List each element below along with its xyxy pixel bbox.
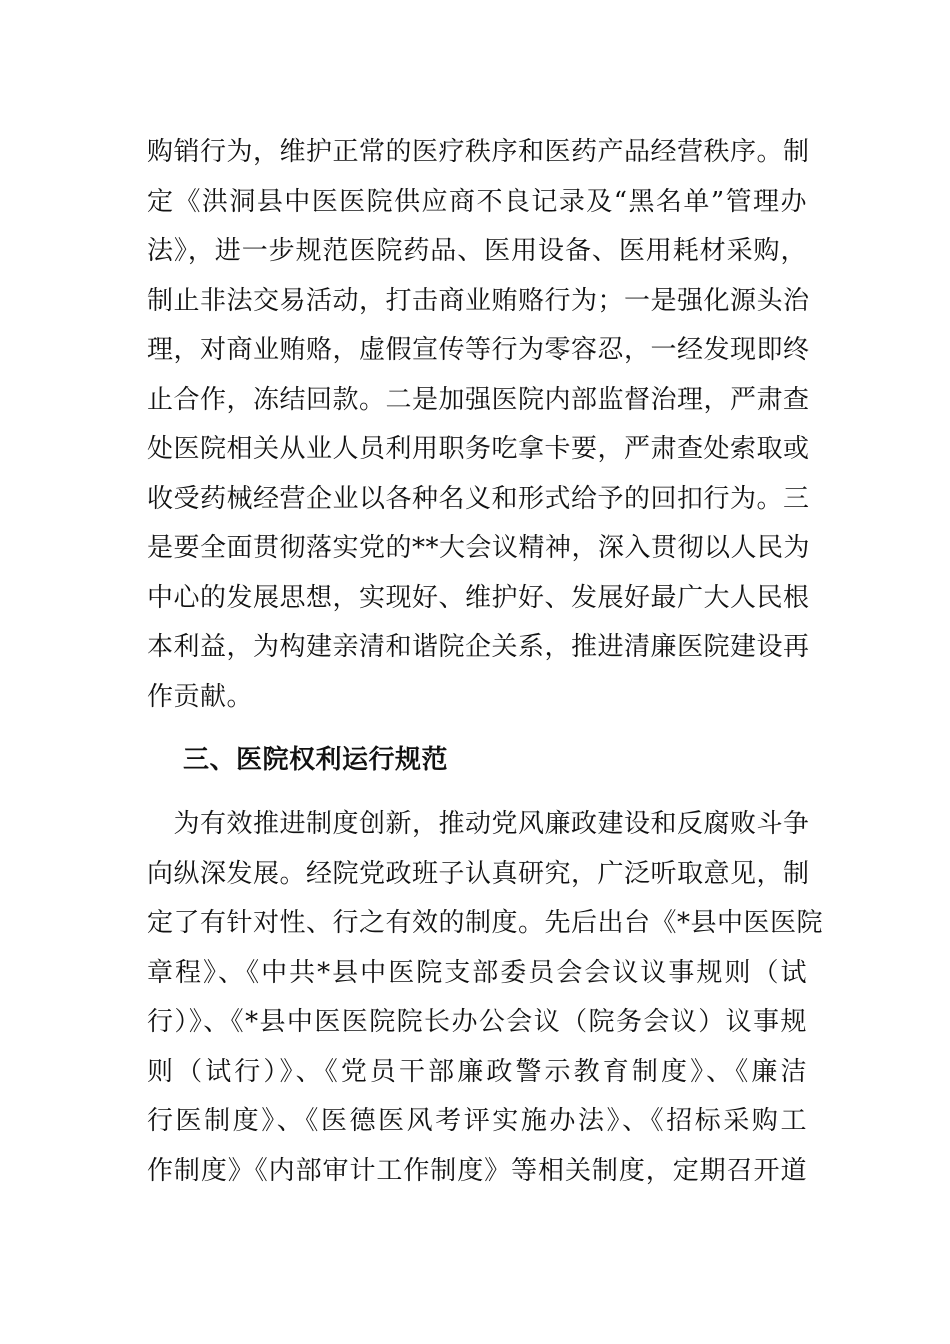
paragraph-line: 是要全面贯彻落实党的**大会议精神，深入贯彻以人民为 (147, 533, 811, 563)
paragraph-line: 行医制度》、《医德医风考评实施办法》、《招标采购工 (147, 1106, 807, 1136)
paragraph-line: 向纵深发展。经院党政班子认真研究，广泛听取意见，制 (147, 858, 810, 889)
paragraph-line: 定《洪洞县中医医院供应商不良记录及“黑名单”管理办 (147, 186, 807, 217)
paragraph-line: 收受药械经营企业以各种名义和形式给予的回扣行为。三 (147, 483, 810, 514)
paragraph-line: 处医院相关从业人员利用职务吃拿卡要，严肃查处索取或 (147, 434, 810, 464)
paragraph-line: 为有效推进制度创新，推动党风廉政建设和反腐败斗争 (147, 809, 810, 839)
paragraph-line: 本利益，为构建亲清和谐院企关系，推进清廉医院建设再 (147, 632, 810, 662)
paragraph-line: 购销行为，维护正常的医疗秩序和医药产品经营秩序。制 (147, 137, 810, 167)
paragraph-line: 法》，进一步规范医院药品、医用设备、医用耗材采购， (147, 236, 807, 266)
paragraph-procurement-governance (147, 128, 811, 722)
paragraph-line: 行）》、《*县中医医院院长办公会议（院务会议）议事规 (147, 1007, 807, 1037)
paragraph-line: 章程》、《中共*县中医院支部委员会会议议事规则（试 (147, 957, 807, 988)
paragraph-line: 定了有针对性、行之有效的制度。先后出台《*县中医医院 (147, 908, 824, 938)
paragraph-line: 理，对商业贿赂，虚假宣传等行为零容忍，一经发现即终 (147, 335, 810, 365)
paragraph-line: 作制度》《内部审计工作制度》等相关制度，定期召开道 (147, 1155, 807, 1186)
paragraph-line: 止合作，冻结回款。二是加强医院内部监督治理，严肃查 (147, 384, 810, 415)
paragraph-line: 作贡献。 (147, 681, 254, 712)
paragraph-line: 则（试行）》、《党员干部廉政警示教育制度》、《廉洁 (147, 1056, 807, 1087)
paragraph-line: 制止非法交易活动，打击商业贿赂行为；一是强化源头治 (147, 285, 810, 316)
paragraph-line: 中心的发展思想，实现好、维护好、发展好最广大人民根 (147, 582, 810, 613)
paragraph-institutional-innovation (147, 800, 824, 1196)
section-heading-power-operation: 三、医院权利运行规范 (183, 745, 449, 775)
